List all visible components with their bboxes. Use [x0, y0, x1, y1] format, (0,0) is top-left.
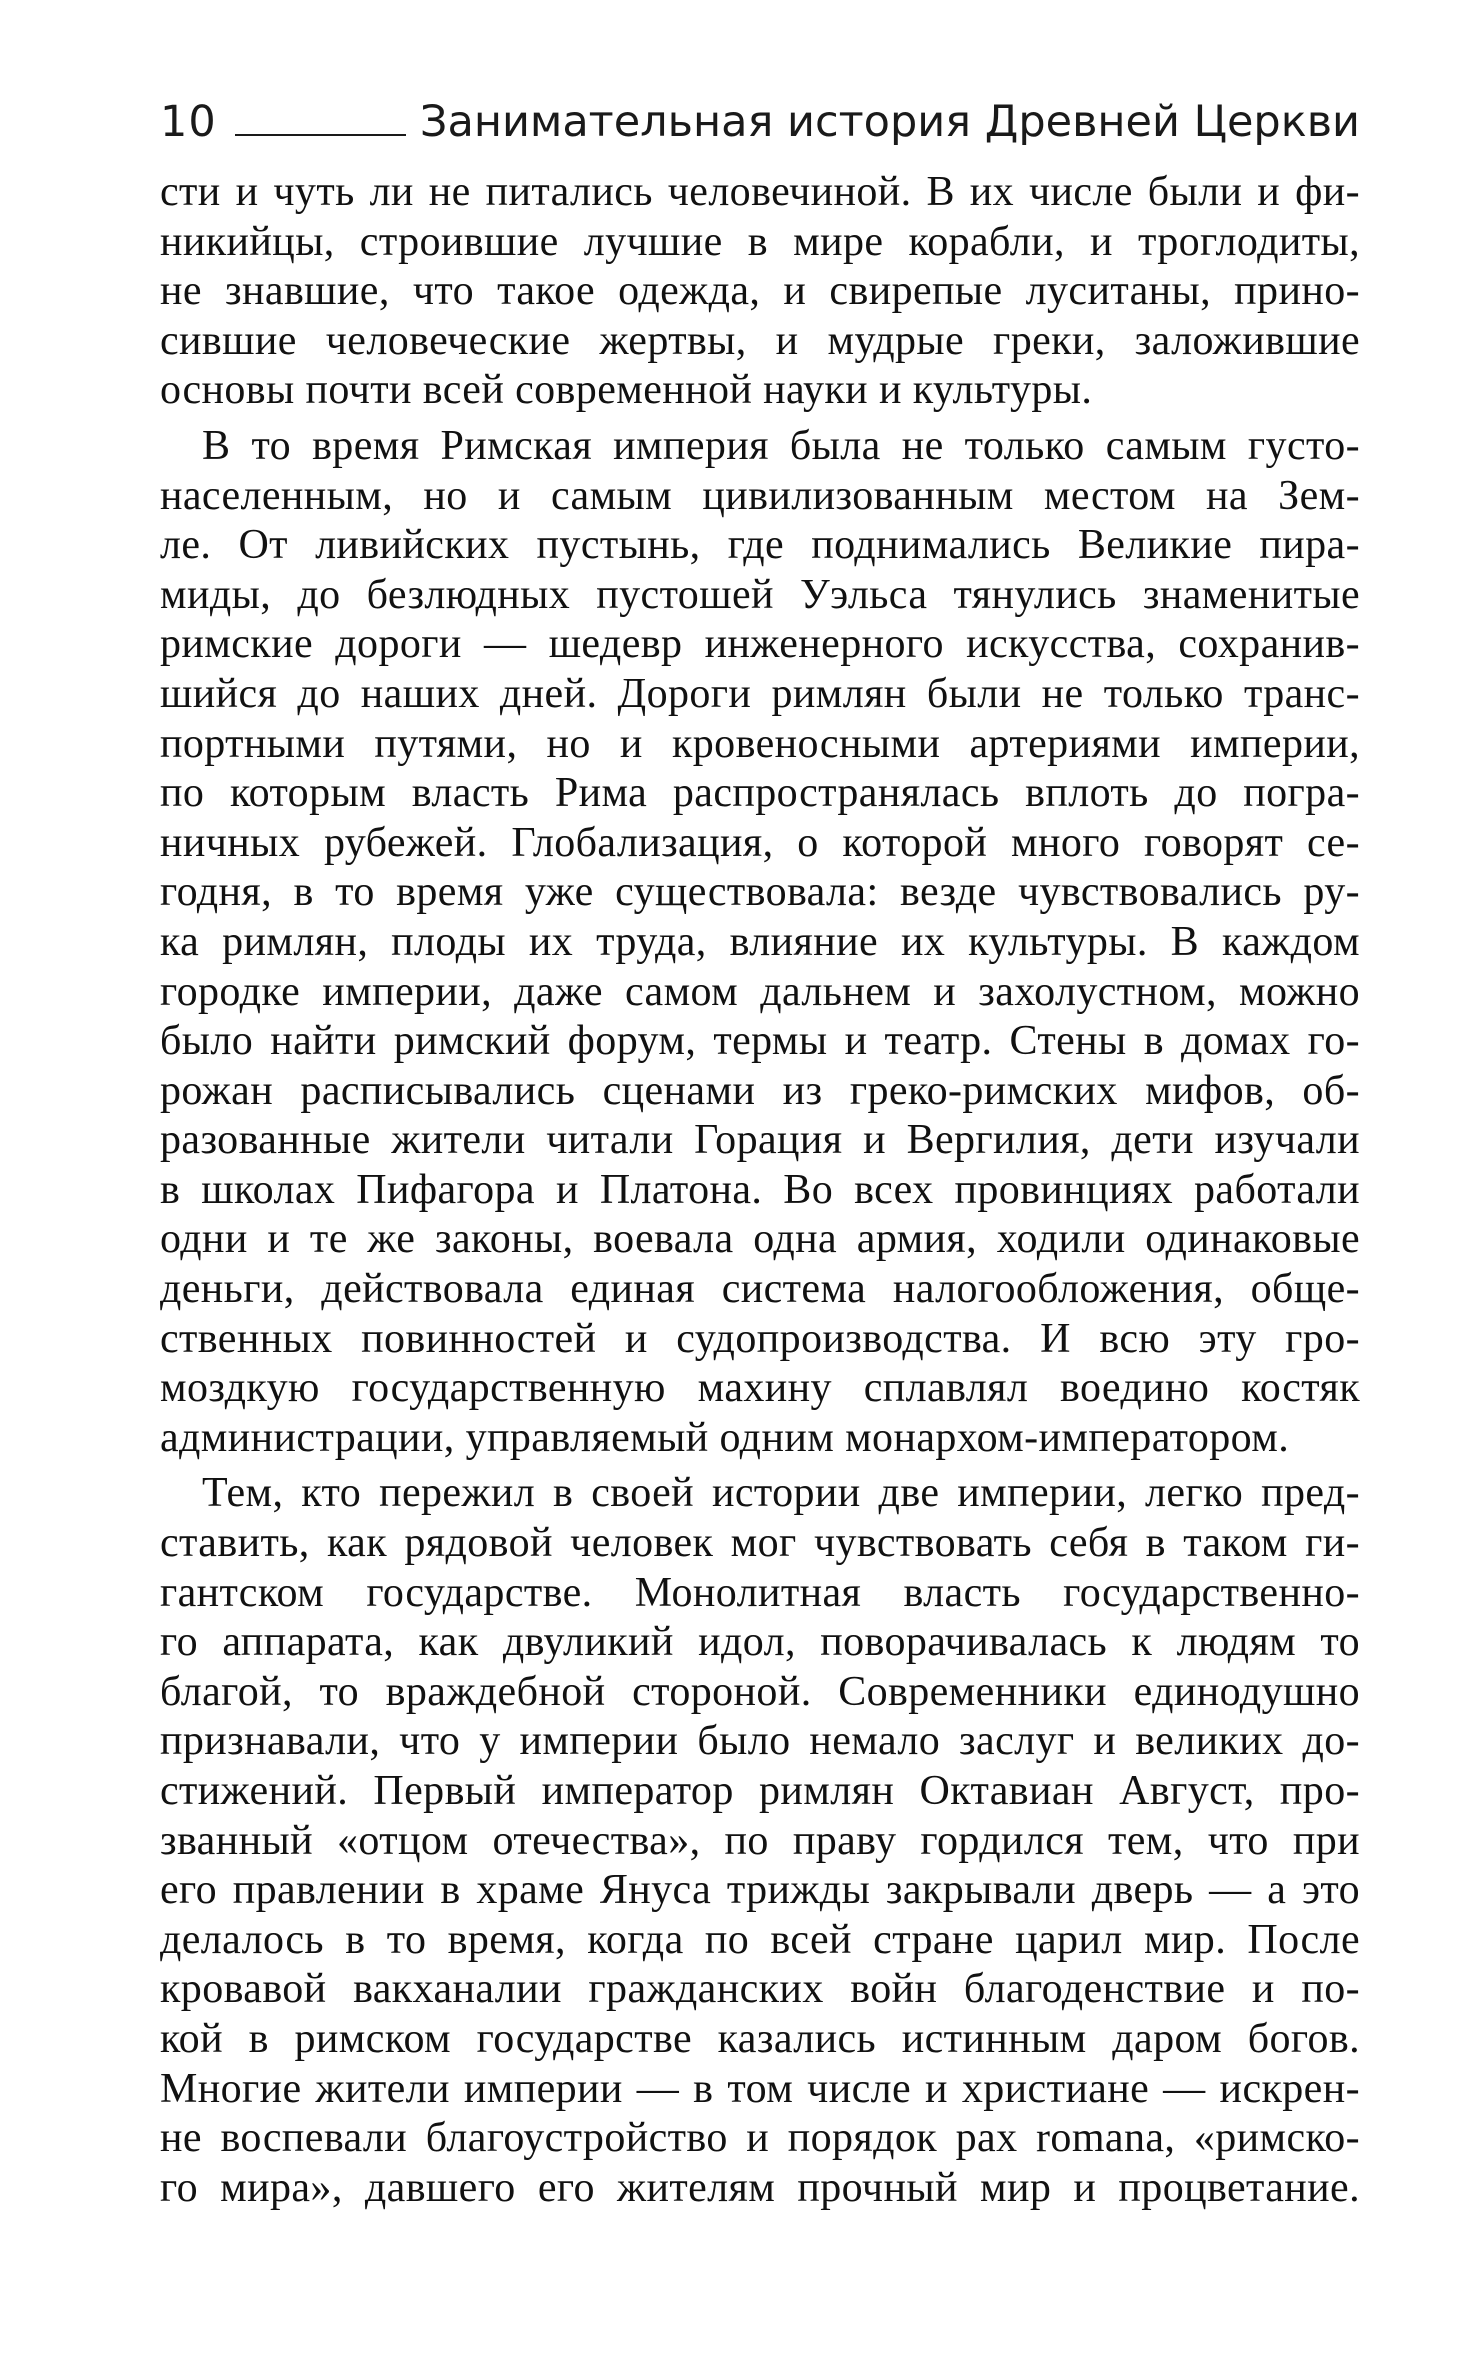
text-line: кровавой вакханалии гражданских войн благоденствие и по- [160, 1966, 1360, 2013]
text-line: Тем, кто пережил в своей истории две империи, легко пред- [202, 1470, 1360, 1517]
text-line: не воспевали благоустройство и порядок pax romana, «римско- [160, 2115, 1360, 2162]
book-title: Занимательная история Древней Церкви [419, 97, 1360, 147]
text-line: населенным, но и самым цивилизованным местом на Зем- [160, 472, 1360, 519]
text-line: ле. От ливийских пустынь, где поднимались Великие пира- [160, 522, 1360, 569]
text-line: основы почти всей современной науки и культуры. [160, 367, 1093, 414]
page-number: 10 [160, 97, 217, 147]
text-line: ставить, как рядовой человек мог чувствовать себя в таком ги- [160, 1520, 1360, 1567]
text-line: деньги, действовала единая система налогообложения, обще- [160, 1266, 1360, 1313]
text-line: шийся до наших дней. Дороги римлян были не только транс- [160, 670, 1360, 717]
text-line: званный «отцом отечества», по праву гордился тем, что при [160, 1817, 1360, 1864]
text-line: сившие человеческие жертвы, и мудрые греки, заложившие [160, 317, 1360, 364]
text-line: гантском государстве. Монолитная власть государственно- [160, 1569, 1360, 1616]
text-line: стижений. Первый император римлян Октавиан Август, про- [160, 1768, 1360, 1814]
text-line: в школах Пифагора и Платона. Во всех провинциях работали [160, 1166, 1360, 1213]
text-line: сти и чуть ли не питались человечиной. В их числе были и фи- [160, 169, 1360, 215]
text-line: римские дороги — шедевр инженерного искусства, сохранив- [160, 621, 1360, 668]
text-line: благой, то враждебной стороной. Современники единодушно [160, 1668, 1360, 1715]
text-line: не знавшие, что такое одежда, и свирепые луситаны, прино- [160, 268, 1360, 315]
text-line: городке империи, даже самом дальнем и захолустном, можно [160, 968, 1360, 1015]
text-line: по которым власть Рима распространялась вплоть до погра- [160, 770, 1360, 817]
text-line: ка римлян, плоды их труда, влияние их культуры. В каждом [160, 918, 1360, 965]
paragraph-2 [160, 422, 1360, 1463]
text-line: го аппарата, как двуликий идол, поворачивалась к людям то [160, 1619, 1360, 1666]
text-line: его правлении в храме Януса трижды закрывали дверь — а это [160, 1867, 1360, 1914]
paragraph-1 [160, 168, 1360, 416]
book-page [160, 88, 1360, 2213]
header-rule [235, 134, 406, 136]
text-line: признавали, что у империи было немало заслуг и великих до- [160, 1718, 1360, 1765]
text-line: ничных рубежей. Глобализация, о которой много говорят се- [160, 819, 1360, 866]
text-line: ственных повинностей и судопроизводства. И всю эту гро- [160, 1315, 1360, 1362]
running-head [160, 88, 1360, 148]
paragraph-3 [160, 1469, 1360, 2213]
text-line: администрации, управляемый одним монархом-императором. [160, 1414, 1290, 1461]
text-line: делалось в то время, когда по всей стране царил мир. После [160, 1916, 1360, 1963]
text-line: моздкую государственную махину сплавлял воедино костяк [160, 1365, 1360, 1412]
text-line: В то время Римская империя была не только самым густо- [202, 422, 1360, 469]
body-text [160, 168, 1360, 2213]
text-line: кой в римском государстве казались истинным даром богов. [160, 2015, 1360, 2062]
text-line: портными путями, но и кровеносными артериями империи, [160, 720, 1360, 767]
text-line: Многие жители империи — в том числе и христиане — искрен- [160, 2065, 1360, 2112]
text-line: никийцы, строившие лучшие в мире корабли, и троглодиты, [160, 218, 1360, 265]
text-line: рожан расписывались сценами из греко-римских мифов, об- [160, 1067, 1360, 1114]
text-line: одни и те же законы, воевала одна армия, ходили одинаковые [160, 1216, 1360, 1263]
text-line: было найти римский форум, термы и театр. Стены в домах го- [160, 1018, 1360, 1065]
text-line: го мира», давшего его жителям прочный мир и процветание. [160, 2164, 1360, 2211]
text-line: годня, в то время уже существовала: везде чувствовались ру- [160, 869, 1360, 916]
text-line: разованные жители читали Горация и Вергилия, дети изучали [160, 1117, 1360, 1164]
text-line: миды, до безлюдных пустошей Уэльса тянулись знаменитые [160, 571, 1360, 618]
